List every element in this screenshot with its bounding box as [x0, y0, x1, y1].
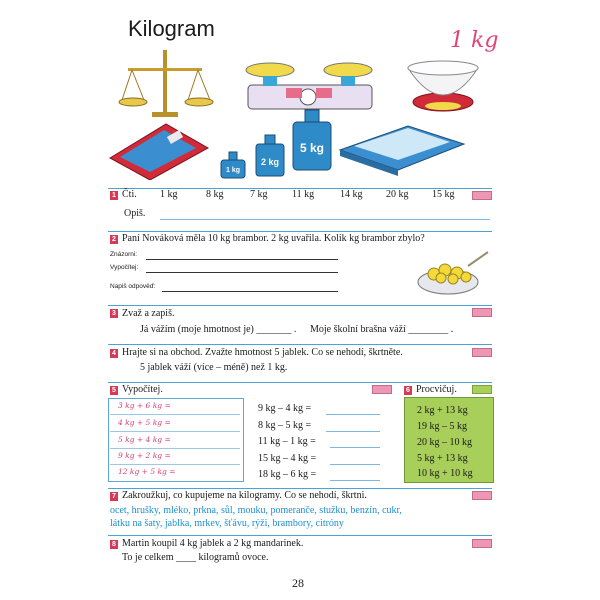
score-box[interactable]	[472, 191, 492, 200]
answer-line[interactable]	[330, 464, 380, 465]
my-weight-prompt: Já vážím (moje hmotnost je) _______ .	[140, 324, 297, 335]
equation: 15 kg – 4 kg =	[258, 453, 317, 464]
answer-label: Napiš odpověď:	[110, 283, 156, 290]
practice-item: 2 kg + 13 kg	[417, 405, 468, 416]
copy-label: Opiš.	[124, 208, 146, 219]
score-box[interactable]	[372, 385, 392, 394]
exercise-4-statement: 5 jablek váží (více – méně) než 1 kg.	[140, 362, 288, 373]
answer-line[interactable]	[330, 480, 380, 481]
page-title: Kilogram	[128, 16, 215, 41]
exercise-4-task: Hrajte si na obchod. Zvažte hmotnost 5 jablek. Co se nehodí, škrtněte.	[122, 347, 403, 358]
answer-line[interactable]	[330, 447, 380, 448]
score-box[interactable]	[472, 385, 492, 394]
depict-label: Znázorni:	[110, 251, 138, 258]
script-equation: 3 kg + 6 kg =	[118, 401, 171, 410]
weight-label: 5 kg	[299, 141, 325, 155]
weight-value: 14 kg	[340, 189, 363, 200]
exercise-number-badge: 8	[110, 540, 118, 549]
score-box[interactable]	[472, 491, 492, 500]
answer-line[interactable]	[326, 414, 380, 415]
equation: 18 kg – 6 kg =	[258, 469, 317, 480]
exercise-1-lead: Čti.	[122, 189, 137, 200]
practice-item: 20 kg – 10 kg	[417, 437, 472, 448]
weight-value: 20 kg	[386, 189, 409, 200]
section-divider	[108, 344, 492, 345]
weight-2kg-icon	[256, 135, 284, 176]
schoolbag-weight-prompt: Moje školní brašna váží ________ .	[310, 324, 454, 335]
exercise-7-task: Zakroužkuj, co kupujeme na kilogramy. Co se nehodí, škrtni.	[122, 490, 367, 501]
exercise-5-task: Vypočítej.	[122, 384, 163, 395]
section-divider	[108, 382, 492, 383]
bathroom-scale-icon	[110, 124, 208, 180]
exercise-number-badge: 5	[110, 386, 118, 395]
section-divider	[108, 231, 492, 232]
word-list-line-2[interactable]: látku na šaty, jablka, mrkev, šťávu, rýži, brambory, citróny	[110, 518, 344, 529]
equation: 8 kg – 5 kg =	[258, 420, 312, 431]
weight-value: 7 kg	[250, 189, 268, 200]
scales-illustration	[108, 40, 492, 180]
answer-line[interactable]	[162, 291, 338, 292]
weight-value: 1 kg	[160, 189, 178, 200]
section-divider	[108, 535, 492, 536]
weight-1kg-icon	[221, 152, 245, 178]
score-box[interactable]	[472, 539, 492, 548]
bowl-scale-icon	[408, 61, 478, 111]
exercise-number-badge: 2	[110, 235, 118, 244]
practice-item: 10 kg + 10 kg	[417, 468, 473, 479]
practice-item: 19 kg – 5 kg	[417, 421, 467, 432]
exercise-6-task: Procvičuj.	[416, 384, 457, 395]
practice-item: 5 kg + 13 kg	[417, 453, 468, 464]
exercise-number-badge: 6	[404, 386, 412, 395]
weight-5kg-icon	[293, 110, 331, 170]
exercise-2-task: Paní Nováková měla 10 kg brambor. 2 kg uvařila. Kolik kg brambor zbylo?	[122, 233, 425, 244]
exercise-number-badge: 4	[110, 349, 118, 358]
script-equation: 12 kg + 5 kg =	[118, 467, 176, 476]
page-number: 28	[292, 576, 304, 590]
score-box[interactable]	[472, 348, 492, 357]
weight-label: 1 kg	[225, 167, 241, 174]
writing-line[interactable]	[160, 219, 490, 220]
score-box[interactable]	[472, 308, 492, 317]
weight-value: 8 kg	[206, 189, 224, 200]
exercise-8-task: Martin koupil 4 kg jablek a 2 kg mandarinek.	[122, 538, 304, 549]
script-equation: 5 kg + 4 kg =	[118, 435, 171, 444]
equation: 9 kg – 4 kg =	[258, 403, 312, 414]
weight-value: 11 kg	[292, 189, 315, 200]
script-equation: 4 kg + 5 kg =	[118, 418, 171, 427]
script-equation: 9 kg + 2 kg =	[118, 451, 171, 460]
section-divider	[108, 305, 492, 306]
section-divider	[108, 488, 492, 489]
balance-scale-icon	[119, 50, 213, 117]
row-divider	[110, 414, 240, 415]
unit-script-label: 1 kg	[450, 28, 499, 53]
weight-value: 15 kg	[432, 189, 455, 200]
answer-line[interactable]	[146, 259, 338, 260]
exercise-number-badge: 1	[110, 191, 118, 200]
equation: 11 kg – 1 kg =	[258, 436, 316, 447]
digital-scale-icon	[340, 126, 464, 176]
kitchen-scale-icon	[246, 63, 372, 109]
potatoes-bowl-icon	[414, 248, 492, 300]
exercise-number-badge: 3	[110, 309, 118, 318]
calculate-label: Vypočítej:	[110, 264, 139, 271]
row-divider	[110, 431, 240, 432]
weight-label: 2 kg	[260, 157, 280, 167]
practice-box	[404, 397, 494, 483]
row-divider	[110, 464, 240, 465]
answer-line[interactable]	[326, 431, 380, 432]
exercise-3-task: Zvaž a zapiš.	[122, 308, 175, 319]
word-list-line-1[interactable]: ocet, hrušky, mléko, prkna, sůl, mouku, pomeranče, stužku, benzín, cukr,	[110, 505, 402, 516]
answer-line[interactable]	[146, 272, 338, 273]
exercise-8-statement: To je celkem ____ kilogramů ovoce.	[122, 552, 269, 563]
exercise-number-badge: 7	[110, 492, 118, 501]
row-divider	[110, 448, 240, 449]
